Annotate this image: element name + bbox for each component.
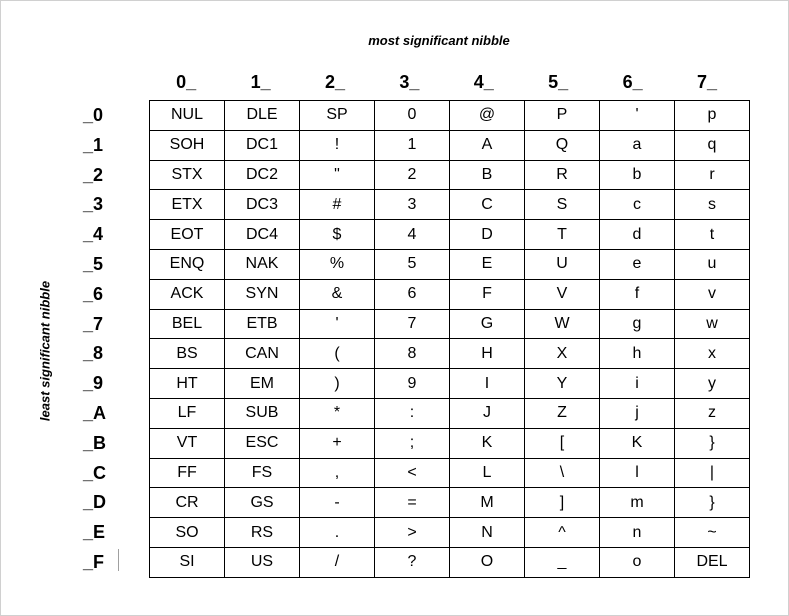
table-cell: < [375, 458, 450, 488]
table-cell: E [450, 249, 525, 279]
table-cell: : [375, 398, 450, 428]
table-cell: $ [300, 220, 375, 250]
table-row [150, 369, 750, 399]
table-cell: SUB [225, 398, 300, 428]
row-header: _4 [83, 224, 104, 245]
table-cell: w [675, 309, 750, 339]
table-cell: o [600, 547, 675, 577]
table-cell: RS [225, 518, 300, 548]
table-cell: R [525, 160, 600, 190]
table-cell: DC4 [225, 220, 300, 250]
table-cell: O [450, 547, 525, 577]
table-cell: CR [150, 488, 225, 518]
table-cell: | [675, 458, 750, 488]
table-row [150, 130, 750, 160]
table-cell: S [525, 190, 600, 220]
table-cell: _ [525, 547, 600, 577]
table-cell: * [300, 398, 375, 428]
table-cell: u [675, 249, 750, 279]
table-row [150, 249, 750, 279]
column-header: 7_ [696, 72, 717, 92]
table-cell: V [525, 279, 600, 309]
table-cell: P [525, 101, 600, 131]
table-cell: h [600, 339, 675, 369]
table-cell: ! [300, 130, 375, 160]
table-cell: [ [525, 428, 600, 458]
table-row [150, 458, 750, 488]
table-cell: I [450, 369, 525, 399]
table-cell: SI [150, 547, 225, 577]
table-cell: ; [375, 428, 450, 458]
table-cell: L [450, 458, 525, 488]
table-cell: U [525, 249, 600, 279]
table-cell: g [600, 309, 675, 339]
table-cell: s [675, 190, 750, 220]
table-cell: DC1 [225, 130, 300, 160]
table-cell: } [675, 488, 750, 518]
table-cell: . [300, 518, 375, 548]
table-cell: BS [150, 339, 225, 369]
row-header: _E [83, 522, 106, 543]
table-cell: VT [150, 428, 225, 458]
table-row [150, 488, 750, 518]
table-cell: j [600, 398, 675, 428]
most-significant-nibble-title: most significant nibble [368, 33, 510, 48]
table-row [150, 309, 750, 339]
table-cell: 2 [375, 160, 450, 190]
table-cell: DC3 [225, 190, 300, 220]
table-row [150, 220, 750, 250]
table-cell: EOT [150, 220, 225, 250]
table-cell: Y [525, 369, 600, 399]
column-header: 0_ [176, 72, 197, 92]
table-cell: 3 [375, 190, 450, 220]
table-cell: > [375, 518, 450, 548]
table-cell: m [600, 488, 675, 518]
table-cell: HT [150, 369, 225, 399]
table-cell: d [600, 220, 675, 250]
table-cell: ENQ [150, 249, 225, 279]
table-cell: ' [600, 101, 675, 131]
table-cell: 7 [375, 309, 450, 339]
table-cell: SP [300, 101, 375, 131]
row-header: _3 [83, 194, 104, 215]
table-cell: US [225, 547, 300, 577]
table-cell: DEL [675, 547, 750, 577]
table-cell: + [300, 428, 375, 458]
table-cell: K [600, 428, 675, 458]
table-cell: T [525, 220, 600, 250]
table-cell: # [300, 190, 375, 220]
table-row [150, 279, 750, 309]
table-row [150, 518, 750, 548]
table-cell: 9 [375, 369, 450, 399]
table-cell: a [600, 130, 675, 160]
column-header: 3_ [399, 72, 420, 92]
table-cell: n [600, 518, 675, 548]
table-cell: " [300, 160, 375, 190]
table-cell: N [450, 518, 525, 548]
table-cell: ' [300, 309, 375, 339]
row-header: _0 [83, 105, 104, 125]
table-cell: D [450, 220, 525, 250]
table-cell: Q [525, 130, 600, 160]
table-cell: } [675, 428, 750, 458]
table-cell: r [675, 160, 750, 190]
table-cell: F [450, 279, 525, 309]
table-row [150, 428, 750, 458]
table-cell: , [300, 458, 375, 488]
column-header: 1_ [250, 72, 271, 92]
cursor-mark [118, 549, 119, 571]
table-cell: ? [375, 547, 450, 577]
table-cell: ETX [150, 190, 225, 220]
table-cell: A [450, 130, 525, 160]
table-cell: EM [225, 369, 300, 399]
row-header: _9 [83, 373, 104, 394]
table-cell: K [450, 428, 525, 458]
column-header: 2_ [324, 72, 345, 92]
table-cell: q [675, 130, 750, 160]
column-header: 5_ [548, 72, 569, 92]
row-header: _1 [83, 134, 104, 155]
table-cell: H [450, 339, 525, 369]
table-cell: SYN [225, 279, 300, 309]
table-cell: 4 [375, 220, 450, 250]
table-cell: % [300, 249, 375, 279]
column-header: 4_ [473, 72, 494, 92]
table-cell: & [300, 279, 375, 309]
table-cell: ^ [525, 518, 600, 548]
row-header: _7 [83, 313, 104, 334]
table-cell: G [450, 309, 525, 339]
row-header: _8 [83, 343, 104, 364]
row-header: _2 [83, 164, 104, 185]
table-cell: z [675, 398, 750, 428]
row-header: _D [83, 492, 107, 513]
table-cell: c [600, 190, 675, 220]
table-cell: X [525, 339, 600, 369]
table-cell: LF [150, 398, 225, 428]
table-cell: ETB [225, 309, 300, 339]
table-cell: 6 [375, 279, 450, 309]
table-cell: ( [300, 339, 375, 369]
table-cell: f [600, 279, 675, 309]
table-cell: ) [300, 369, 375, 399]
table-cell: ESC [225, 428, 300, 458]
table-cell: W [525, 309, 600, 339]
row-header: _6 [83, 283, 104, 304]
table-cell: DLE [225, 101, 300, 131]
table-row [150, 190, 750, 220]
table-cell: = [375, 488, 450, 518]
table-row [150, 398, 750, 428]
table-cell: SOH [150, 130, 225, 160]
table-cell: C [450, 190, 525, 220]
table-cell: x [675, 339, 750, 369]
table-cell: B [450, 160, 525, 190]
table-cell: e [600, 249, 675, 279]
table-cell: t [675, 220, 750, 250]
table-cell: b [600, 160, 675, 190]
table-cell: DC2 [225, 160, 300, 190]
table-row [150, 339, 750, 369]
table-cell: y [675, 369, 750, 399]
row-header: _A [83, 403, 107, 423]
table-cell: ~ [675, 518, 750, 548]
table-cell: 0 [375, 101, 450, 131]
table-cell: v [675, 279, 750, 309]
table-cell: FS [225, 458, 300, 488]
table-cell: STX [150, 160, 225, 190]
table-cell: NUL [150, 101, 225, 131]
ascii-table [149, 100, 750, 578]
table-cell: - [300, 488, 375, 518]
table-cell: p [675, 101, 750, 131]
row-header: _B [83, 432, 107, 453]
table-cell: / [300, 547, 375, 577]
table-cell: \ [525, 458, 600, 488]
row-header: _5 [83, 254, 104, 274]
table-cell: ACK [150, 279, 225, 309]
table-row [150, 101, 750, 131]
least-significant-nibble-title: least significant nibble [37, 280, 53, 422]
table-cell: M [450, 488, 525, 518]
table-row [150, 160, 750, 190]
table-row [150, 547, 750, 577]
table-cell: l [600, 458, 675, 488]
table-cell: BEL [150, 309, 225, 339]
table-cell: CAN [225, 339, 300, 369]
table-cell: 1 [375, 130, 450, 160]
column-header: 6_ [622, 72, 643, 92]
table-cell: FF [150, 458, 225, 488]
row-header: _C [83, 462, 107, 483]
table-cell: SO [150, 518, 225, 548]
table-cell: GS [225, 488, 300, 518]
table-cell: 8 [375, 339, 450, 369]
table-cell: ] [525, 488, 600, 518]
table-cell: J [450, 398, 525, 428]
table-cell: i [600, 369, 675, 399]
table-cell: Z [525, 398, 600, 428]
table-cell: NAK [225, 249, 300, 279]
table-cell: 5 [375, 249, 450, 279]
row-header: _F [83, 552, 105, 572]
table-cell: @ [450, 101, 525, 131]
